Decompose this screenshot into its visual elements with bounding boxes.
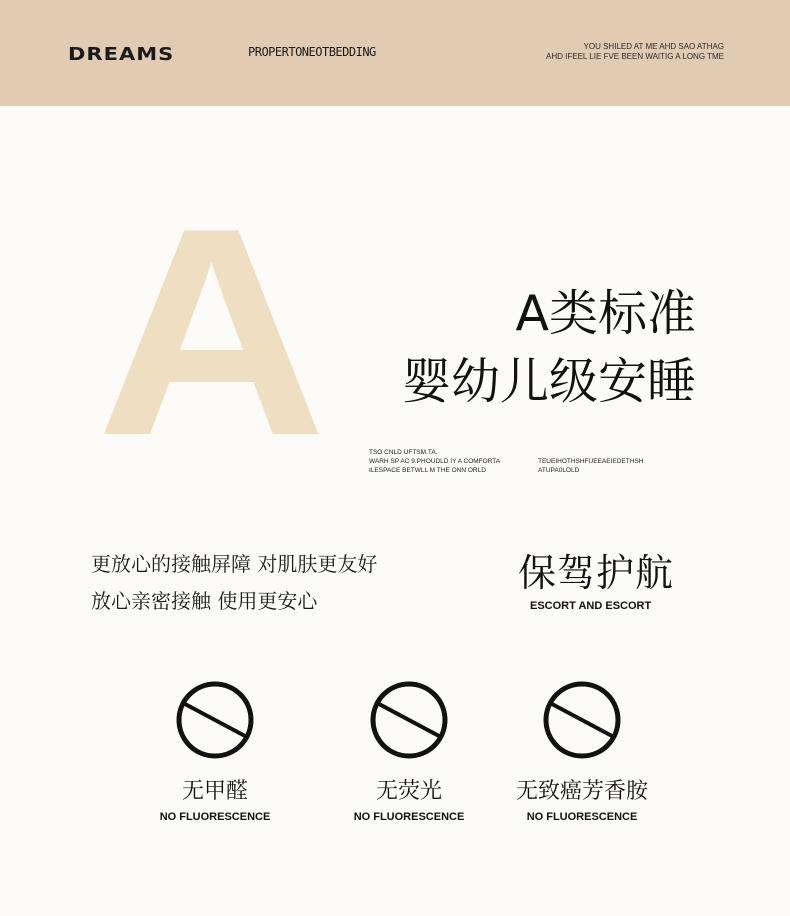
feature-line-1: 更放心的接触屏障 对肌肤更友好 bbox=[91, 552, 378, 576]
badge-no-formaldehyde bbox=[130, 680, 300, 823]
escort-title: 保驾护航 bbox=[518, 551, 675, 595]
header-quote-line-1: YOU SHILED AT ME AHD SAO ATHAG bbox=[583, 42, 724, 51]
hero-headline-line-2: 婴幼儿级安睡 bbox=[401, 353, 696, 410]
badge-subtitle: NO FLUORESCENCE bbox=[526, 811, 638, 823]
hero-headline-line-1: A类标准 bbox=[515, 285, 696, 342]
small-left-line-2: WARH SP AC 9.PHOUDLD IY A COMFORTA bbox=[369, 458, 501, 465]
header-quote bbox=[546, 42, 724, 62]
feature-line-2: 放心亲密接触 使用更安心 bbox=[91, 589, 318, 613]
prohibited-icon bbox=[175, 680, 255, 760]
badge-no-carcinogenic-amine bbox=[497, 680, 667, 823]
brand-tagline: PROPERTONEOTBEDDING bbox=[248, 45, 376, 59]
escort-subtitle: ESCORT AND ESCORT bbox=[530, 600, 652, 612]
hero-small-text-left bbox=[369, 448, 500, 475]
badge-subtitle: NO FLUORESCENCE bbox=[353, 811, 465, 823]
header-bar bbox=[0, 0, 790, 106]
header-quote-line-2: AHD IFEEL LIE FVE BEEN WAITIG A LONG TME bbox=[546, 52, 724, 61]
badge-subtitle: NO FLUORESCENCE bbox=[159, 811, 271, 823]
hero-small-text-right bbox=[538, 457, 643, 475]
badge-no-fluorescence bbox=[324, 680, 494, 823]
feature-description bbox=[91, 546, 377, 620]
small-right-line-2: ATUPA0LOLD bbox=[538, 467, 580, 474]
badge-title: 无甲醛 bbox=[181, 779, 248, 804]
prohibited-icon bbox=[542, 680, 622, 760]
hero-big-letter: A bbox=[96, 166, 327, 497]
small-left-line-1: TSO CNLD UFTSM.TA. bbox=[369, 449, 438, 456]
small-left-line-3: ILESPACE BETWLL M THE ONN ORLD bbox=[369, 467, 486, 474]
brand-logo: DREAMS bbox=[68, 43, 175, 65]
small-right-line-1: TEUEIHOTHSHFUEEAEIEDETHSH bbox=[538, 458, 644, 465]
hero-headline bbox=[402, 280, 696, 416]
prohibited-icon bbox=[369, 680, 449, 760]
badge-title: 无致癌芳香胺 bbox=[515, 779, 648, 804]
badge-title: 无荧光 bbox=[375, 779, 442, 804]
